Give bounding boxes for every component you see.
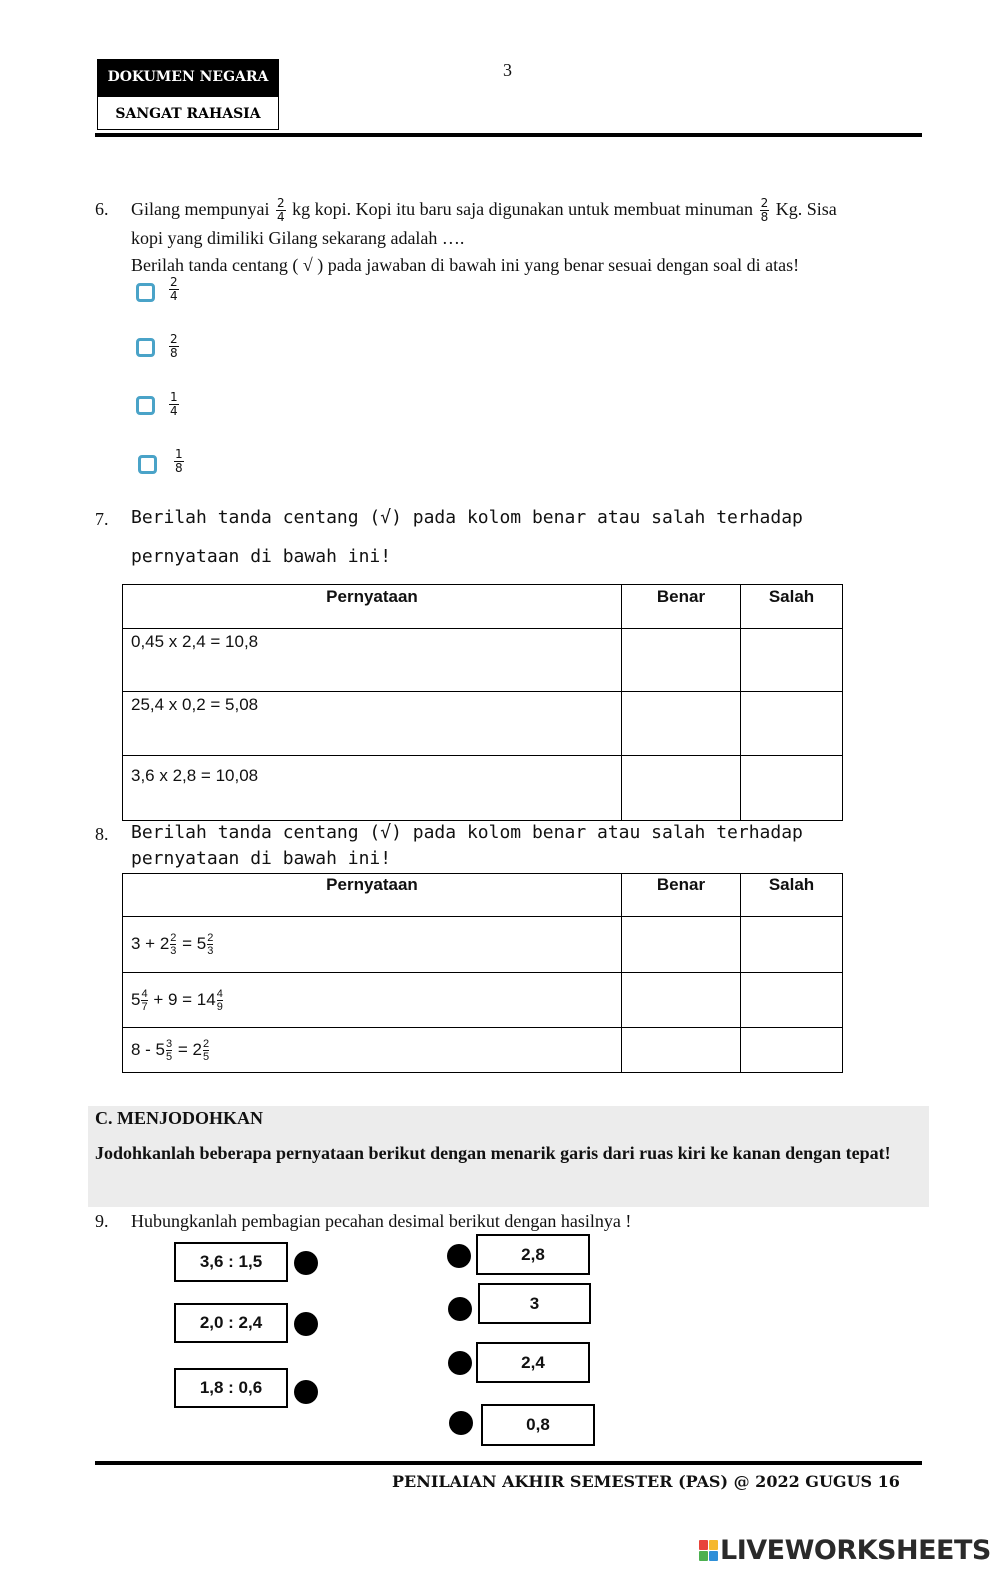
q7-header-false: Salah	[741, 585, 843, 629]
q8-false-cell-1[interactable]	[741, 917, 843, 973]
q8-statement-1: 3 + 2 $\frac{2}{3}$ = 5 $\frac{2}{3}$	[123, 917, 622, 973]
footer-divider	[95, 1461, 922, 1465]
table-row	[123, 629, 843, 692]
q7-false-cell-1[interactable]	[741, 629, 843, 692]
q8-instruction-line1: Berilah tanda centang (√) pada kolom benar atau salah terhadap	[131, 822, 803, 843]
q7-statement-1: 0,45 x 2,4 = 10,8	[123, 629, 622, 692]
q6-text-a: Gilang mempunyai	[131, 199, 270, 219]
q9-number: 9.	[95, 1211, 109, 1231]
q7-statement-2: 25,4 x 0,2 = 5,08	[123, 692, 622, 756]
q9-left-box-2: 2,0 : 2,4	[174, 1303, 288, 1343]
q6-option-label-4: $\frac{1}{8}$	[175, 447, 183, 475]
q6-option-checkbox-1[interactable]	[136, 283, 155, 302]
q9-left-box-1: 3,6 : 1,5	[174, 1242, 288, 1282]
q8-fraction: $\frac{2}{3}$	[207, 932, 214, 957]
q8-fraction: $\frac{2}{5}$	[203, 1037, 210, 1063]
q7-true-cell-1[interactable]	[622, 629, 741, 692]
q9-left-dot-1[interactable]	[294, 1251, 318, 1275]
footer-text: PENILAIAN AKHIR SEMESTER (PAS) @ 2022 GUGUS 16	[392, 1472, 900, 1491]
q6-option-label-2: $\frac{2}{8}$	[170, 332, 178, 360]
q6-option-checkbox-3[interactable]	[136, 396, 155, 415]
q8-statement-table	[122, 873, 843, 1073]
q6-option-label-1: $\frac{2}{4}$	[170, 275, 178, 303]
q9-right-dot-2[interactable]	[448, 1297, 472, 1321]
q8-fraction: $\frac{4}{9}$	[216, 987, 223, 1013]
page-number: 3	[503, 60, 512, 80]
q9-right-dot-4[interactable]	[449, 1411, 473, 1435]
q7-statement-3: 3,6 x 2,8 = 10,08	[123, 756, 622, 821]
q9-right-box-2: 3	[478, 1283, 591, 1324]
q9-right-box-4: 0,8	[481, 1404, 595, 1446]
q9-right-dot-1[interactable]	[447, 1244, 471, 1268]
q8-fraction: $\frac{4}{7}$	[141, 987, 148, 1013]
q6-option-checkbox-2[interactable]	[136, 338, 155, 357]
q8-instruction-line2: pernyataan di bawah ini!	[131, 848, 392, 869]
q6-option-label-3: $\frac{1}{4}$	[170, 390, 178, 418]
table-row	[123, 973, 843, 1028]
q7-instruction-line1: Berilah tanda centang (√) pada kolom benar atau salah terhadap	[131, 507, 803, 528]
q6-text-c: Kg. Sisa	[775, 199, 837, 219]
q7-header-statement: Pernyataan	[123, 585, 622, 629]
table-row	[123, 692, 843, 756]
q8-header-false: Salah	[741, 874, 843, 917]
q6-text-line1	[131, 195, 931, 224]
q8-header-true: Benar	[622, 874, 741, 917]
liveworksheets-logo	[698, 1535, 991, 1566]
q7-false-cell-3[interactable]	[741, 756, 843, 821]
q9-left-dot-2[interactable]	[294, 1312, 318, 1336]
q7-true-cell-3[interactable]	[622, 756, 741, 821]
q8-false-cell-2[interactable]	[741, 973, 843, 1028]
q6-text-b: kg kopi. Kopi itu baru saja digunakan untuk membuat minuman	[292, 199, 754, 219]
q7-true-cell-2[interactable]	[622, 692, 741, 756]
q6-option-checkbox-4[interactable]	[138, 455, 157, 474]
q8-statement-3: 8 - 5 $\frac{3}{5}$ = 2 $\frac{2}{5}$	[123, 1028, 622, 1073]
table-row	[123, 1028, 843, 1073]
doc-classification-label: DOKUMEN NEGARA	[97, 59, 279, 96]
q8-number: 8.	[95, 824, 109, 844]
q7-header-true: Benar	[622, 585, 741, 629]
q8-header-statement: Pernyataan	[123, 874, 622, 917]
secret-label: SANGAT RAHASIA	[97, 96, 279, 130]
q6-number: 6.	[95, 199, 109, 219]
q7-statement-table	[122, 584, 843, 821]
q9-left-box-3: 1,8 : 0,6	[174, 1368, 288, 1408]
q8-true-cell-3[interactable]	[622, 1028, 741, 1073]
logo-tile-2	[709, 1540, 718, 1550]
table-row	[123, 917, 843, 973]
q7-number: 7.	[95, 509, 109, 529]
q6-fraction-2: $\frac{2}{8}$	[760, 196, 769, 225]
q8-fraction: $\frac{2}{3}$	[170, 932, 177, 957]
header-divider	[95, 133, 922, 137]
q7-false-cell-2[interactable]	[741, 692, 843, 756]
q8-false-cell-3[interactable]	[741, 1028, 843, 1073]
q8-true-cell-1[interactable]	[622, 917, 741, 973]
liveworksheets-logo-icon	[698, 1538, 720, 1564]
q9-right-box-1: 2,8	[476, 1234, 590, 1275]
q6-instruction: Berilah tanda centang ( √ ) pada jawaban di bawah ini yang benar sesuai dengan soal di atas!	[131, 255, 800, 275]
q7-instruction-line2: pernyataan di bawah ini!	[131, 546, 392, 567]
liveworksheets-brand-text: LIVEWORKSHEETS	[720, 1535, 991, 1566]
logo-tile-3	[699, 1551, 708, 1561]
logo-tile-4	[709, 1551, 718, 1561]
q9-right-box-3: 2,4	[476, 1342, 590, 1383]
logo-tile-1	[699, 1540, 708, 1550]
q6-text-line2: kopi yang dimiliki Gilang sekarang adalah ….	[131, 228, 465, 248]
q8-true-cell-2[interactable]	[622, 973, 741, 1028]
table-row	[123, 756, 843, 821]
q9-left-dot-3[interactable]	[294, 1380, 318, 1404]
q6-fraction-1: $\frac{2}{4}$	[276, 196, 285, 225]
q8-statement-2: 5 $\frac{4}{7}$ + 9 = 14 $\frac{4}{9}$	[123, 973, 622, 1028]
q9-instruction: Hubungkanlah pembagian pecahan desimal berikut dengan hasilnya !	[131, 1211, 632, 1231]
section-c-instruction: Jodohkanlah beberapa pernyataan berikut dengan menarik garis dari ruas kiri ke kanan dengan tepat!	[95, 1143, 891, 1163]
section-c-title: C. MENJODOHKAN	[95, 1108, 263, 1128]
q9-right-dot-3[interactable]	[448, 1351, 472, 1375]
q8-fraction: $\frac{3}{5}$	[166, 1037, 173, 1063]
